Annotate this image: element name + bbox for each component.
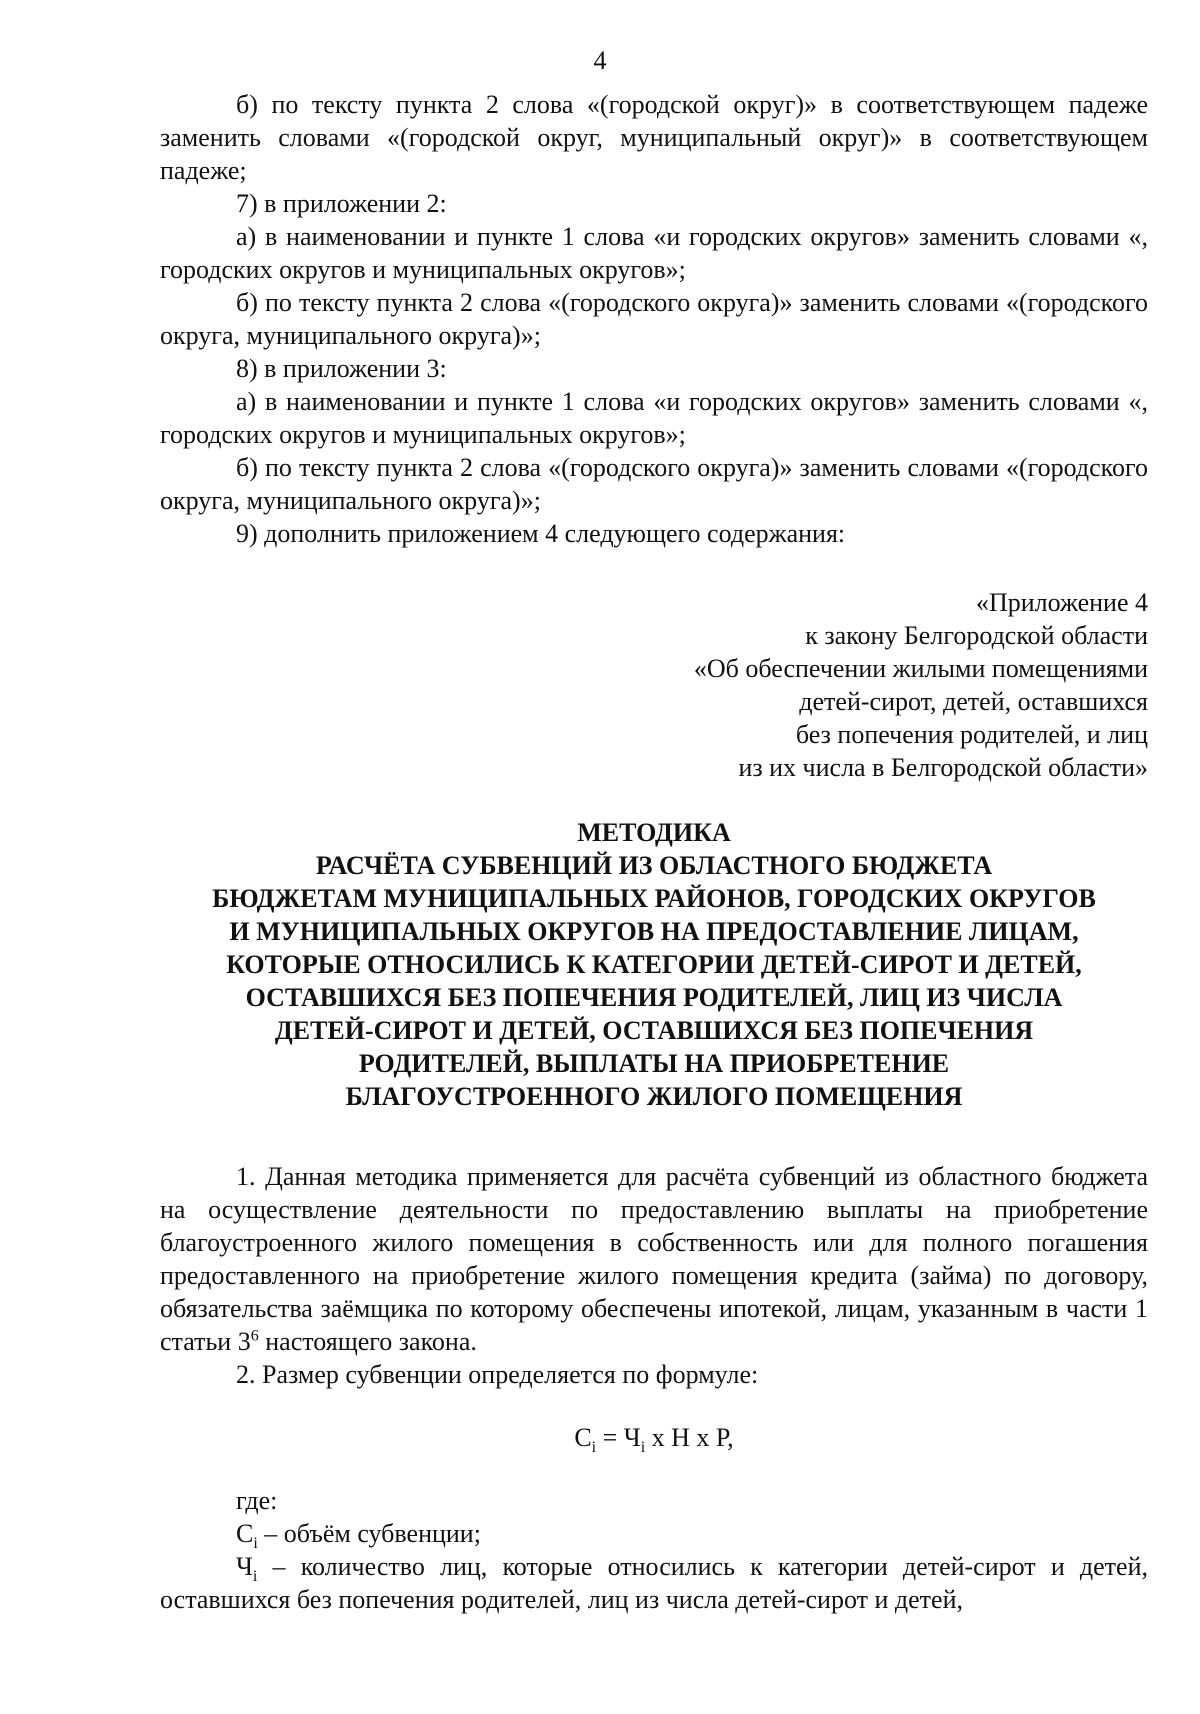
appendix-line: без попечения родителей, и лиц bbox=[795, 720, 1148, 749]
formula-subscript: i bbox=[640, 1439, 646, 1457]
amendment-paragraph: 7) в приложении 2: bbox=[236, 189, 447, 218]
body-paragraph-1 bbox=[160, 1160, 1148, 1358]
amendment-paragraph: б) по тексту пункта 2 слова «(городского округа)» заменить словами «(городского округа, муниципального округа)»; bbox=[160, 288, 1148, 350]
p1-text: 1. Данная методика применяется для расчёта субвенций из областного бюджета на осуществление деятельности по предоставлению выплаты на приобретение благоустроенного жилого помещения в собственность или для полного погашения предоставленного на приобретение жилого помещения кредита (займа) по договору, обязательства заёмщика по которому обеспечены ипотекой, лицам, указанным в части 1 статьи 3 bbox=[160, 1162, 1148, 1356]
title-line: И МУНИЦИПАЛЬНЫХ ОКРУГОВ НА ПРЕДОСТАВЛЕНИЕ ЛИЦАМ, bbox=[229, 917, 1079, 946]
p1-tail: настоящего закона. bbox=[258, 1327, 477, 1356]
title-line: ДЕТЕЙ-СИРОТ И ДЕТЕЙ, ОСТАВШИХСЯ БЕЗ ПОПЕЧЕНИЯ bbox=[274, 1016, 1034, 1045]
formula-rest: х Н х Р, bbox=[645, 1423, 734, 1452]
definition-subscript: i bbox=[252, 1568, 258, 1586]
methodology-body bbox=[160, 1160, 1148, 1616]
definition-text: – количество лиц, которые относились к категории детей-сирот и детей, оставшихся без попечения родителей, лиц из числа детей-сирот и детей, bbox=[160, 1552, 1148, 1614]
title-line: РАСЧЁТА СУБВЕНЦИЙ ИЗ ОБЛАСТНОГО БЮДЖЕТА bbox=[315, 851, 993, 880]
amendment-paragraph: 9) дополнить приложением 4 следующего содержания: bbox=[236, 519, 846, 548]
definition-symbol: Ч bbox=[236, 1552, 253, 1581]
title-line: МЕТОДИКА bbox=[577, 818, 731, 847]
formula-symbol: Ч bbox=[623, 1423, 641, 1452]
appendix-line: «Об обеспечении жилыми помещениями bbox=[693, 654, 1148, 683]
amendments-section bbox=[160, 88, 1148, 550]
definition-chi bbox=[160, 1550, 1148, 1616]
definition-ci bbox=[160, 1517, 1148, 1553]
appendix-line: к закону Белгородской области bbox=[805, 621, 1148, 650]
title-line: БЛАГОУСТРОЕННОГО ЖИЛОГО ПОМЕЩЕНИЯ bbox=[345, 1082, 963, 1111]
definition-text: – объём субвенции; bbox=[257, 1519, 481, 1548]
appendix-header bbox=[528, 586, 1148, 784]
title-line: РОДИТЕЛЕЙ, ВЫПЛАТЫ НА ПРИОБРЕТЕНИЕ bbox=[358, 1049, 950, 1078]
methodology-title bbox=[150, 816, 1158, 1113]
amendment-paragraph: а) в наименовании и пункте 1 слова «и городских округов» заменить словами «, городских округов и муниципальных округов»; bbox=[160, 222, 1148, 284]
formula bbox=[160, 1421, 1148, 1457]
page-number: 4 bbox=[593, 46, 607, 75]
where-label: где: bbox=[236, 1486, 278, 1515]
superscript: 6 bbox=[250, 1327, 259, 1345]
amendment-paragraph: б) по тексту пункта 2 слова «(городского округа)» заменить словами «(городского округа, муниципального округа)»; bbox=[160, 453, 1148, 515]
formula-symbol: С bbox=[574, 1423, 592, 1452]
title-line: КОТОРЫЕ ОТНОСИЛИСЬ К КАТЕГОРИИ ДЕТЕЙ-СИРОТ И ДЕТЕЙ, bbox=[226, 950, 1082, 979]
formula-subscript: i bbox=[591, 1439, 597, 1457]
title-line: БЮДЖЕТАМ МУНИЦИПАЛЬНЫХ РАЙОНОВ, ГОРОДСКИХ ОКРУГОВ bbox=[212, 884, 1096, 913]
appendix-line: из их числа в Белгородской области» bbox=[738, 753, 1148, 782]
amendment-paragraph: а) в наименовании и пункте 1 слова «и городских округов» заменить словами «, городских округов и муниципальных округов»; bbox=[160, 387, 1148, 449]
definition-symbol: С bbox=[236, 1519, 254, 1548]
amendment-paragraph: 8) в приложении 3: bbox=[236, 354, 447, 383]
formula-equals: = bbox=[596, 1423, 624, 1452]
amendment-paragraph: б) по тексту пункта 2 слова «(городской округ)» в соответствующем падеже заменить словами «(городской округ, муниципальный округ)» в соответствующем падеже; bbox=[160, 90, 1148, 185]
appendix-line: детей-сирот, детей, оставшихся bbox=[799, 687, 1148, 716]
title-line: ОСТАВШИХСЯ БЕЗ ПОПЕЧЕНИЯ РОДИТЕЛЕЙ, ЛИЦ ИЗ ЧИСЛА bbox=[245, 983, 1063, 1012]
appendix-line: «Приложение 4 bbox=[975, 588, 1148, 617]
definition-subscript: i bbox=[253, 1535, 258, 1553]
body-paragraph-2: 2. Размер субвенции определяется по формуле: bbox=[236, 1360, 759, 1389]
